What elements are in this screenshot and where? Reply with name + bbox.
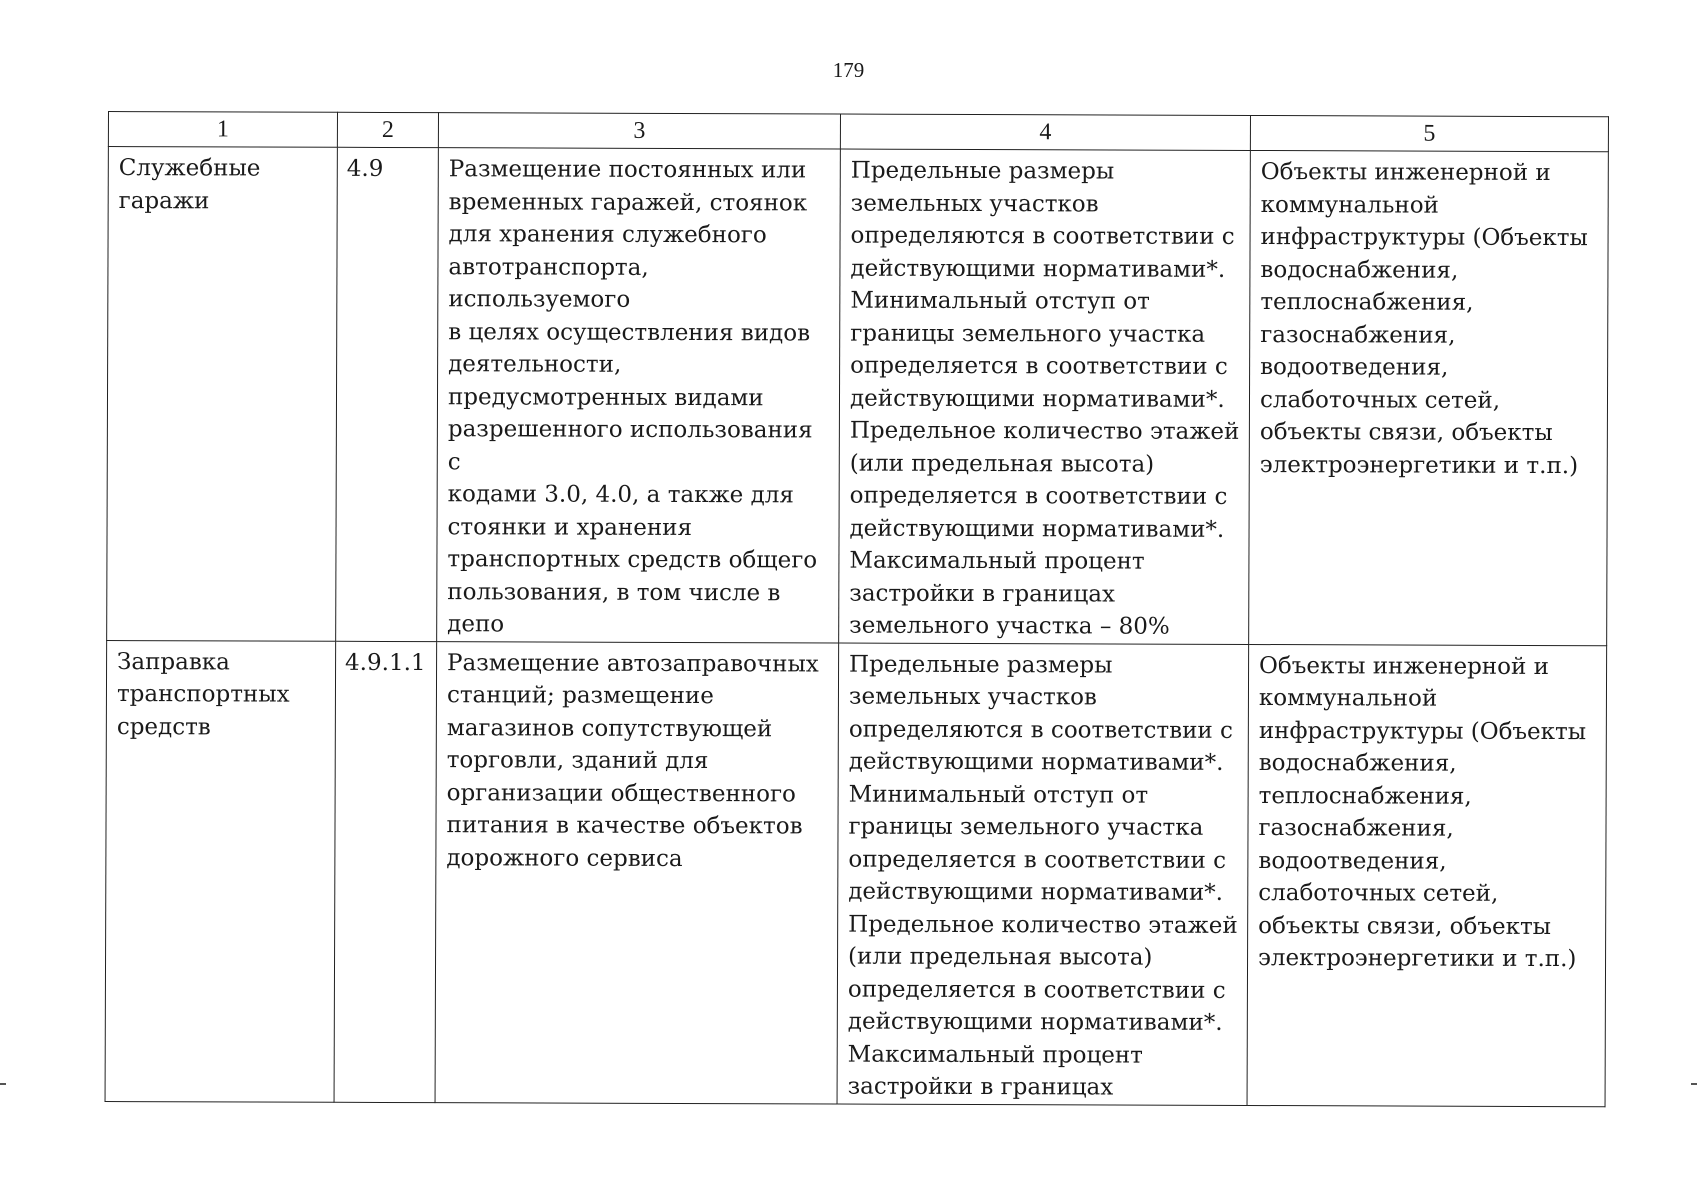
table-row xyxy=(107,147,1609,646)
development-parameters: Предельные размеры земельных участков определяются в соответствии с действующими нормативами*. Минимальный отступ от границы земельного участка определяется в соответствии с действующими нормативами*. Предельное количество этажей (или предельная высота) определяется в соответствии с действующими нормативами*. Максимальный процент застройки в границах xyxy=(837,643,1249,1105)
column-header: 3 xyxy=(438,113,840,149)
development-parameters: Предельные размеры земельных участков определяются в соответствии с действующими нормативами*. Минимальный отступ от границы земельного участка определяется в соответствии с действующими нормативами*. Предельное количество этажей (или предельная высота) определяется в соответствии с действующими нормативами*. Максимальный процент застройки в границах земельного участка – 80% xyxy=(839,149,1251,644)
column-header: 1 xyxy=(108,112,337,148)
land-use-description: Размещение автозаправочных станций; размещение магазинов сопутствующей торговли, зданий для организации общественного питания в качестве объектов дорожного сервиса xyxy=(435,641,839,1103)
page-number: 179 xyxy=(832,58,865,82)
land-use-description: Размещение постоянных или временных гаражей, стоянок для хранения служебного автотранспорта, используемого в целях осуществления видов деятельности, предусмотренных видами разрешенного использования с кодами 3.0, 4.0, а также для стоянки и хранения транспортных средств общего пользования, в том числе в депо xyxy=(437,148,841,643)
column-header: 4 xyxy=(840,114,1250,150)
column-header: 5 xyxy=(1250,115,1608,151)
land-use-table xyxy=(105,111,1609,1107)
land-use-code: 4.9.1.1 xyxy=(334,641,437,1102)
infrastructure-objects: Объекты инженерной и коммунальной инфраструктуры (Объекты водоснабжения, теплоснабжения, газоснабжения, водоотведения, слаботочных сетей, объекты связи, объекты электроэнергетики и т.п.) xyxy=(1247,644,1607,1106)
land-use-code: 4.9 xyxy=(336,147,439,641)
scan-edge-mark-right xyxy=(1691,1083,1697,1085)
land-use-name: Заправка транспортных средств xyxy=(105,640,336,1102)
table-header-row xyxy=(108,112,1608,152)
table-row xyxy=(105,640,1607,1106)
column-header: 2 xyxy=(337,112,438,147)
infrastructure-objects: Объекты инженерной и коммунальной инфраструктуры (Объекты водоснабжения, теплоснабжения, газоснабжения, водоотведения, слаботочных сетей, объекты связи, объекты электроэнергетики и т.п.) xyxy=(1249,150,1609,645)
scan-edge-mark-left xyxy=(0,1083,6,1085)
land-use-name: Служебные гаражи xyxy=(107,147,338,641)
